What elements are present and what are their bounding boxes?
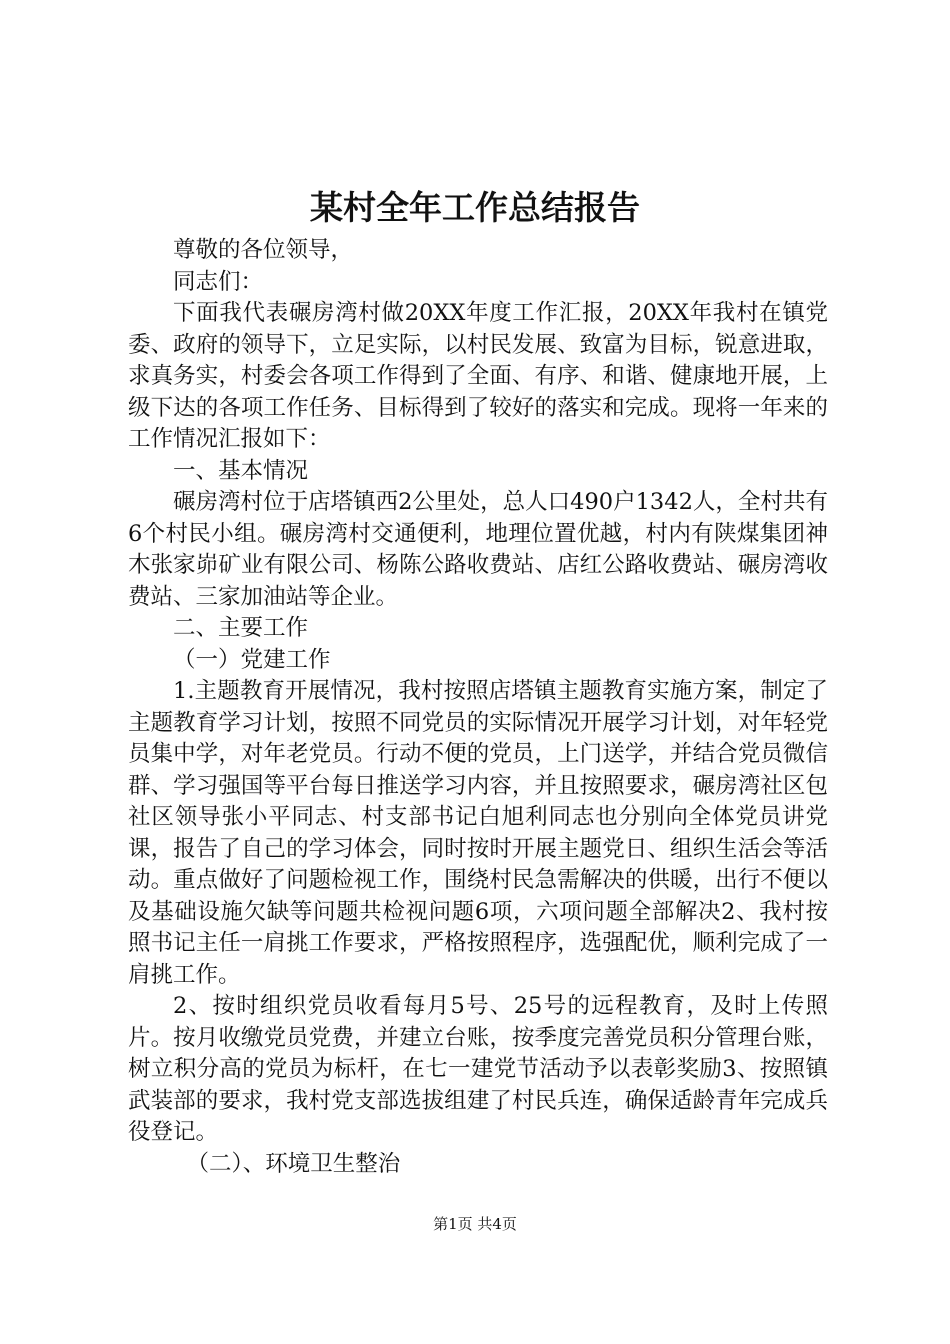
intro-paragraph: 下面我代表碾房湾村做20XX年度工作汇报，20XX年我村在镇党委、政府的领导下，立足实际，以村民发展、致富为目标，锐意进取，求真务实，村委会各项工作得到了全面、有序、和谐、健康地开展，上级下达的各项工作任务、目标得到了较好的落实和完成。现将一年来的工作情况汇报如下： [128,300,828,452]
section-heading-basic: 一、基本情况 [173,457,309,484]
party-work-paragraph-1: 1.主题教育开展情况，我村按照店塔镇主题教育实施方案，制定了主题教育学习计划，按照不同党员的实际情况开展学习计划，对年轻党员集中学，对年老党员。行动不便的党员，上门送学，并结合党员微信群、学习强国等平台每日推送学习内容，并且按照要求，碾房湾社区包社区领导张小平同志、村支部书记白旭利同志也分别向全体党员讲党课，报告了自己的学习体会，同时按时开展主题党日、组织生活会等活动。重点做好了问题检视工作，围绕村民急需解决的供暖，出行不便以及基础设施欠缺等问题共检视问题6项，六项问题全部解决2、我村按照书记主任一肩挑工作要求，严格按照程序，选强配优，顺利完成了一肩挑工作。 [128,678,828,988]
document-body [128,235,828,1180]
document-title: 某村全年工作总结报告 [310,188,640,227]
basic-info-paragraph: 碾房湾村位于店塔镇西2公里处，总人口490户1342人，全村共有6个村民小组。碾房湾村交通便利，地理位置优越，村内有陕煤集团神木张家峁矿业有限公司、杨陈公路收费站、店红公路收费站、碾房湾收费站、三家加油站等企业。 [128,489,828,610]
subsection-heading-environment: （二）、环境卫生整治 [186,1150,401,1177]
section-heading-main-work: 二、主要工作 [173,615,309,641]
subsection-heading-party: （一）党建工作 [173,646,331,673]
salutation-leaders: 尊敬的各位领导， [173,237,354,263]
party-work-paragraph-2: 2、按时组织党员收看每月5号、25号的远程教育，及时上传照片。按月收缴党员党费，并建立台账，按季度完善党员积分管理台账，树立积分高的党员为标杆，在七一建党节活动予以表彰奖励3、按照镇武装部的要求，我村党支部选拔组建了村民兵连，确保适龄青年完成兵役登记。 [128,993,828,1145]
salutation-comrades: 同志们： [173,268,264,295]
page-number: 第1页 共4页 [433,1215,517,1233]
